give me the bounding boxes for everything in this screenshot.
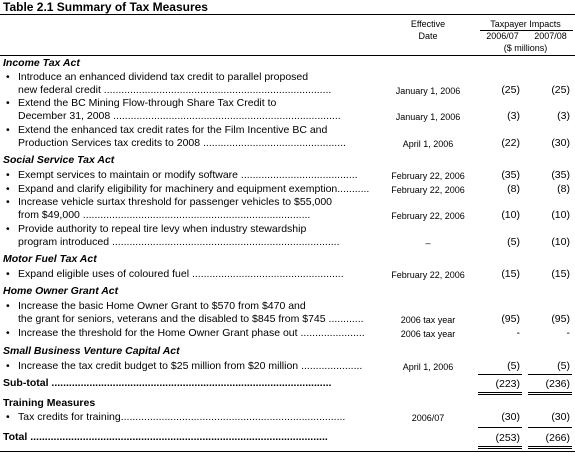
section-income-title: Income Tax Act xyxy=(3,57,80,69)
item-date: February 22, 2006 xyxy=(391,211,465,221)
item-value-2006: (8) xyxy=(507,183,520,195)
item-value-2007: (10) xyxy=(551,236,570,248)
section-home-title: Home Owner Grant Act xyxy=(3,285,119,297)
item-text: Expand eligible uses of coloured fuel .................................................... xyxy=(18,268,344,280)
subtotal-underline-1 xyxy=(478,374,522,375)
item-value-2006: (15) xyxy=(501,268,520,280)
bullet: • xyxy=(6,97,10,109)
item-text-2: from $49,000 .............................................................................. xyxy=(18,209,311,221)
item-text: Increase vehicle surtax threshold for passenger vehicles to $55,000 xyxy=(18,196,333,208)
section-social-title: Social Service Tax Act xyxy=(3,154,115,166)
item-value-2007: (15) xyxy=(551,268,570,280)
item-text: Introduce an enhanced dividend tax credit to parallel proposed xyxy=(18,71,309,83)
item-date: February 22, 2006 xyxy=(391,171,465,181)
bullet: • xyxy=(6,300,10,312)
item-text: Exempt services to maintain or modify software ........................................ xyxy=(18,169,358,181)
item-date: January 1, 2006 xyxy=(395,86,461,96)
item-text-2: program introduced .............................................................................. xyxy=(18,236,340,248)
header-date: Date xyxy=(418,31,438,41)
item-value-2006: (22) xyxy=(501,137,520,149)
item-date: February 22, 2006 xyxy=(391,270,465,280)
item-text-2: Production Services tax credits to 2008 ................................................. xyxy=(18,137,346,149)
bullet: • xyxy=(6,183,10,195)
item-date: 2006/07 xyxy=(411,413,445,423)
item-date: 2006 tax year xyxy=(400,315,456,325)
table-title: Table 2.1 Summary of Tax Measures xyxy=(3,0,208,14)
total-value-2007: (266) xyxy=(545,432,570,444)
total-double-underline-2 xyxy=(528,446,572,449)
bullet: • xyxy=(6,71,10,83)
item-value-2007: (5) xyxy=(557,360,570,372)
item-text-2: December 31, 2008 .............................................................................. xyxy=(18,110,341,122)
subtotal-double-underline-2 xyxy=(528,392,572,395)
total-value-2006: (253) xyxy=(495,432,520,444)
total-double-underline-1 xyxy=(478,446,522,449)
item-date: April 1, 2006 xyxy=(402,139,454,149)
item-value-2006: - xyxy=(516,327,520,339)
item-value-2007: (8) xyxy=(557,183,570,195)
item-text: Extend the enhanced tax credit rates for the Film Incentive BC and xyxy=(18,124,328,136)
bullet: • xyxy=(6,124,10,136)
subtotal-value-2007: (236) xyxy=(545,378,570,390)
item-value-2006: (25) xyxy=(501,84,520,96)
total-label: Total ...................................................................................................... xyxy=(3,431,328,443)
bullet: • xyxy=(6,411,10,423)
bullet: • xyxy=(6,268,10,280)
bullet: • xyxy=(6,327,10,339)
item-value-2006: (35) xyxy=(501,169,520,181)
bullet: • xyxy=(6,223,10,235)
total-underline-2 xyxy=(528,427,572,428)
bullet: • xyxy=(6,196,10,208)
section-small-title: Small Business Venture Capital Act xyxy=(3,345,180,357)
subtotal-underline-2 xyxy=(528,374,572,375)
item-text: Provide authority to repeal tire levy when industry stewardship xyxy=(18,223,307,235)
bottom-rule xyxy=(0,451,575,452)
header-year-1: 2006/07 xyxy=(486,31,519,41)
item-text-2: the grant for seniors, veterans and the disabled to $845 from $745 ............ xyxy=(18,313,364,325)
item-value-2007: (25) xyxy=(551,84,570,96)
header-rule xyxy=(0,55,575,56)
item-date: February 22, 2006 xyxy=(391,185,465,195)
item-date: January 1, 2006 xyxy=(395,112,461,122)
bullet: • xyxy=(6,360,10,372)
item-text: Increase the basic Home Owner Grant to $570 from $470 and xyxy=(18,300,306,312)
item-text: Tax credits for training............................................................................. xyxy=(18,411,346,423)
title-rule xyxy=(0,14,575,15)
item-date: April 1, 2006 xyxy=(402,362,454,372)
total-underline-1 xyxy=(478,427,522,428)
bullet: • xyxy=(6,169,10,181)
section-training-title: Training Measures xyxy=(3,397,96,409)
item-value-2006: (30) xyxy=(501,411,520,423)
header-year-2: 2007/08 xyxy=(534,31,567,41)
item-value-2007: (10) xyxy=(551,209,570,221)
item-value-2006: (10) xyxy=(501,209,520,221)
item-value-2006: (5) xyxy=(507,360,520,372)
section-motor-title: Motor Fuel Tax Act xyxy=(3,253,97,265)
item-text: Increase the tax credit budget to $25 million from $20 million ..................... xyxy=(18,360,363,372)
item-text: Extend the BC Mining Flow-through Share Tax Credit to xyxy=(18,97,277,109)
subtotal-label: Sub-total ................................................................................................ xyxy=(3,377,332,389)
item-date: 2006 tax year xyxy=(400,329,456,339)
item-text-2: new federal credit .............................................................................. xyxy=(18,84,332,96)
item-value-2007: (95) xyxy=(551,313,570,325)
item-text: Expand and clarify eligibility for machinery and equipment exemption........... xyxy=(18,183,370,195)
item-value-2006: (5) xyxy=(507,236,520,248)
item-value-2007: (30) xyxy=(551,411,570,423)
item-text: Increase the threshold for the Home Owner Grant phase out ...................... xyxy=(18,327,365,339)
item-value-2006: (3) xyxy=(507,110,520,122)
item-value-2007: - xyxy=(566,327,570,339)
header-units: ($ millions) xyxy=(503,43,548,53)
header-effective: Effective xyxy=(410,19,446,29)
item-value-2006: (95) xyxy=(501,313,520,325)
item-value-2007: (30) xyxy=(551,137,570,149)
item-date: – xyxy=(425,238,431,248)
header-impacts: Taxpayer Impacts xyxy=(490,19,561,29)
item-value-2007: (35) xyxy=(551,169,570,181)
subtotal-value-2006: (223) xyxy=(495,378,520,390)
subtotal-double-underline-1 xyxy=(478,392,522,395)
item-value-2007: (3) xyxy=(557,110,570,122)
